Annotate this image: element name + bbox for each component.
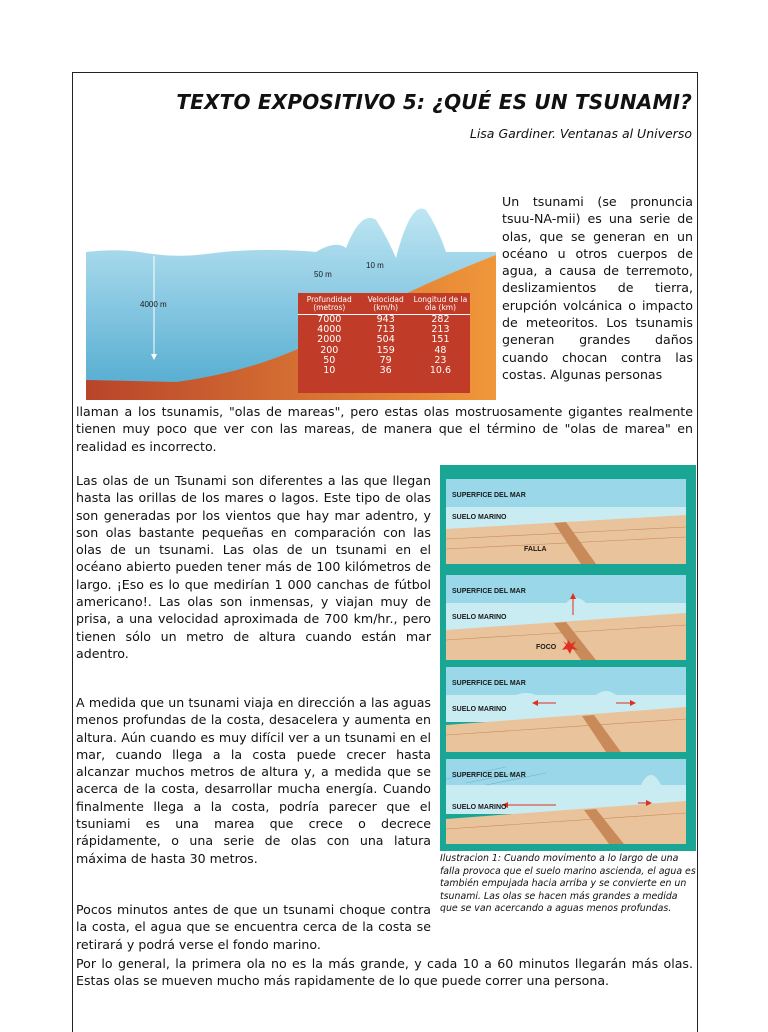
table-cell: 213	[431, 324, 450, 336]
sea-floor-label: SUELO MARINO	[452, 514, 507, 521]
table-cell: 48	[434, 344, 447, 356]
sea-floor-label: SUELO MARINO	[452, 804, 507, 811]
table-cell: 282	[431, 314, 450, 325]
sea-floor-label: SUELO MARINO	[452, 614, 507, 621]
table-cell: 10	[323, 365, 336, 377]
paragraph-wave-series: Por lo general, la primera ola no es la más grande, y cada 10 a 60 minutos llegarán más olas. Estas olas se mueven mucho más rapidamente de lo que puede correr una persona.	[76, 956, 693, 989]
table-cell: 713	[376, 324, 395, 336]
table-cell: 504	[376, 334, 395, 346]
label-50m: 50 m	[314, 270, 332, 279]
table-cell: 79	[379, 354, 392, 366]
table-cell: 23	[434, 354, 447, 366]
table-cell: 943	[376, 314, 395, 325]
sea-floor-label: SUELO MARINO	[452, 706, 507, 713]
author-line: Lisa Gardiner. Ventanas al Universo	[469, 126, 692, 141]
illustration-step-2	[446, 575, 686, 660]
table-row	[298, 366, 470, 376]
table-cell: 159	[376, 344, 395, 356]
table-cell: 2000	[317, 334, 342, 346]
fault-label: FALLA	[524, 546, 547, 553]
paragraph-shallow-water: A medida que un tsunami viaja en dirección a las aguas menos profundas de la costa, desacelera y aumenta en altura. Aún cuando es muy difícil ver a un tsunami en el mar, cuando llega a la costa puede crecer hasta alcanzar muchos metros de altura y, a medida que se acerca de la costa, desarrollar mucha energía. Cuando finalmente llega a la costa, podría parecer que el tsuniami es una marea que crece o decrece rápidamente, o una serie de olas con una latura máxima de hasta 30 metros.	[76, 695, 431, 866]
table-header: Longitud de la ola (km)	[411, 293, 470, 315]
table-cell: 7000	[317, 314, 342, 325]
illustration-caption: Ilustracion 1: Cuando movimento a lo largo de una falla provoca que el suelo marino ascienda, el agua es también empujada hacia arriba y se convierte en un tsunami. Las olas se hacen más grandes a medida que se van acercando a aguas menos profundas.	[440, 853, 696, 914]
table-cell: 50	[323, 354, 336, 366]
sea-surface-label: SUPERFICE DEL MAR	[452, 588, 526, 595]
paragraph-water-retreat: Pocos minutos antes de que un tsunami choque contra la costa, el agua que se encuentra cerca de la costa se retirará y podrá verse el fondo marino.	[76, 902, 431, 952]
sea-surface-label: SUPERFICE DEL MAR	[452, 772, 526, 779]
illustration-step-1	[446, 479, 686, 564]
sea-surface-label: SUPERFICE DEL MAR	[452, 492, 526, 499]
table-cell: 36	[379, 365, 392, 377]
illustration-step-4	[446, 759, 686, 844]
intro-paragraph-continued: llaman a los tsunamis, "olas de mareas", pero estas olas mostruosamente gigantes realmente tienen muy poco que ver con las mareas, de manera que el término de "olas de marea" en realidad es incorrecto.	[76, 404, 693, 454]
label-10m: 10 m	[366, 261, 384, 270]
page-title: TEXTO EXPOSITIVO 5: ¿QUÉ ES UN TSUNAMI?	[176, 90, 692, 114]
focus-label: FOCO	[536, 644, 557, 651]
paragraph-wave-differences: Las olas de un Tsunami son diferentes a las que llegan hasta las orillas de los mares o lagos. Este tipo de olas son generadas por los vientos que hay mar adentro, y son olas bastante pequeñas en comparación con las olas de un tsunami. Las olas de un tsunami en el océano abierto pueden tener más de 100 kilómetros de largo. ¡Eso es lo que medirían 1 000 canchas de fútbol americano!. Las olas son inmensas, y viajan muy de prisa, a una velocidad aproximada de 700 km/hr., pero tienen sólo un metro de altura cuando están mar adentro.	[76, 473, 431, 661]
tsunami-formation-illustration	[440, 465, 696, 851]
tsunami-speed-table	[298, 293, 470, 393]
depth-label: 4000 m	[140, 300, 167, 309]
sea-surface-label: SUPERFICE DEL MAR	[452, 680, 526, 687]
table-cell: 4000	[317, 324, 342, 336]
intro-paragraph: Un tsunami (se pronuncia tsuu-NA-mii) es una serie de olas, que se generan en un océano u otros cuerpos de agua, a causa de terremoto, deslizamientos de tierra, erupción volcánica o impacto de meteoritos. Los tsunamis generan grandes daños cuando chocan contra las costas. Algunas personas	[502, 194, 693, 382]
illustration-step-3	[446, 667, 686, 752]
table-header: Velocidad (km/h)	[361, 293, 411, 315]
table-header: Profundidad (metros)	[298, 293, 361, 315]
table-cell: 10.6	[429, 365, 452, 377]
table-cell: 151	[431, 334, 450, 346]
table-cell: 200	[320, 344, 339, 356]
